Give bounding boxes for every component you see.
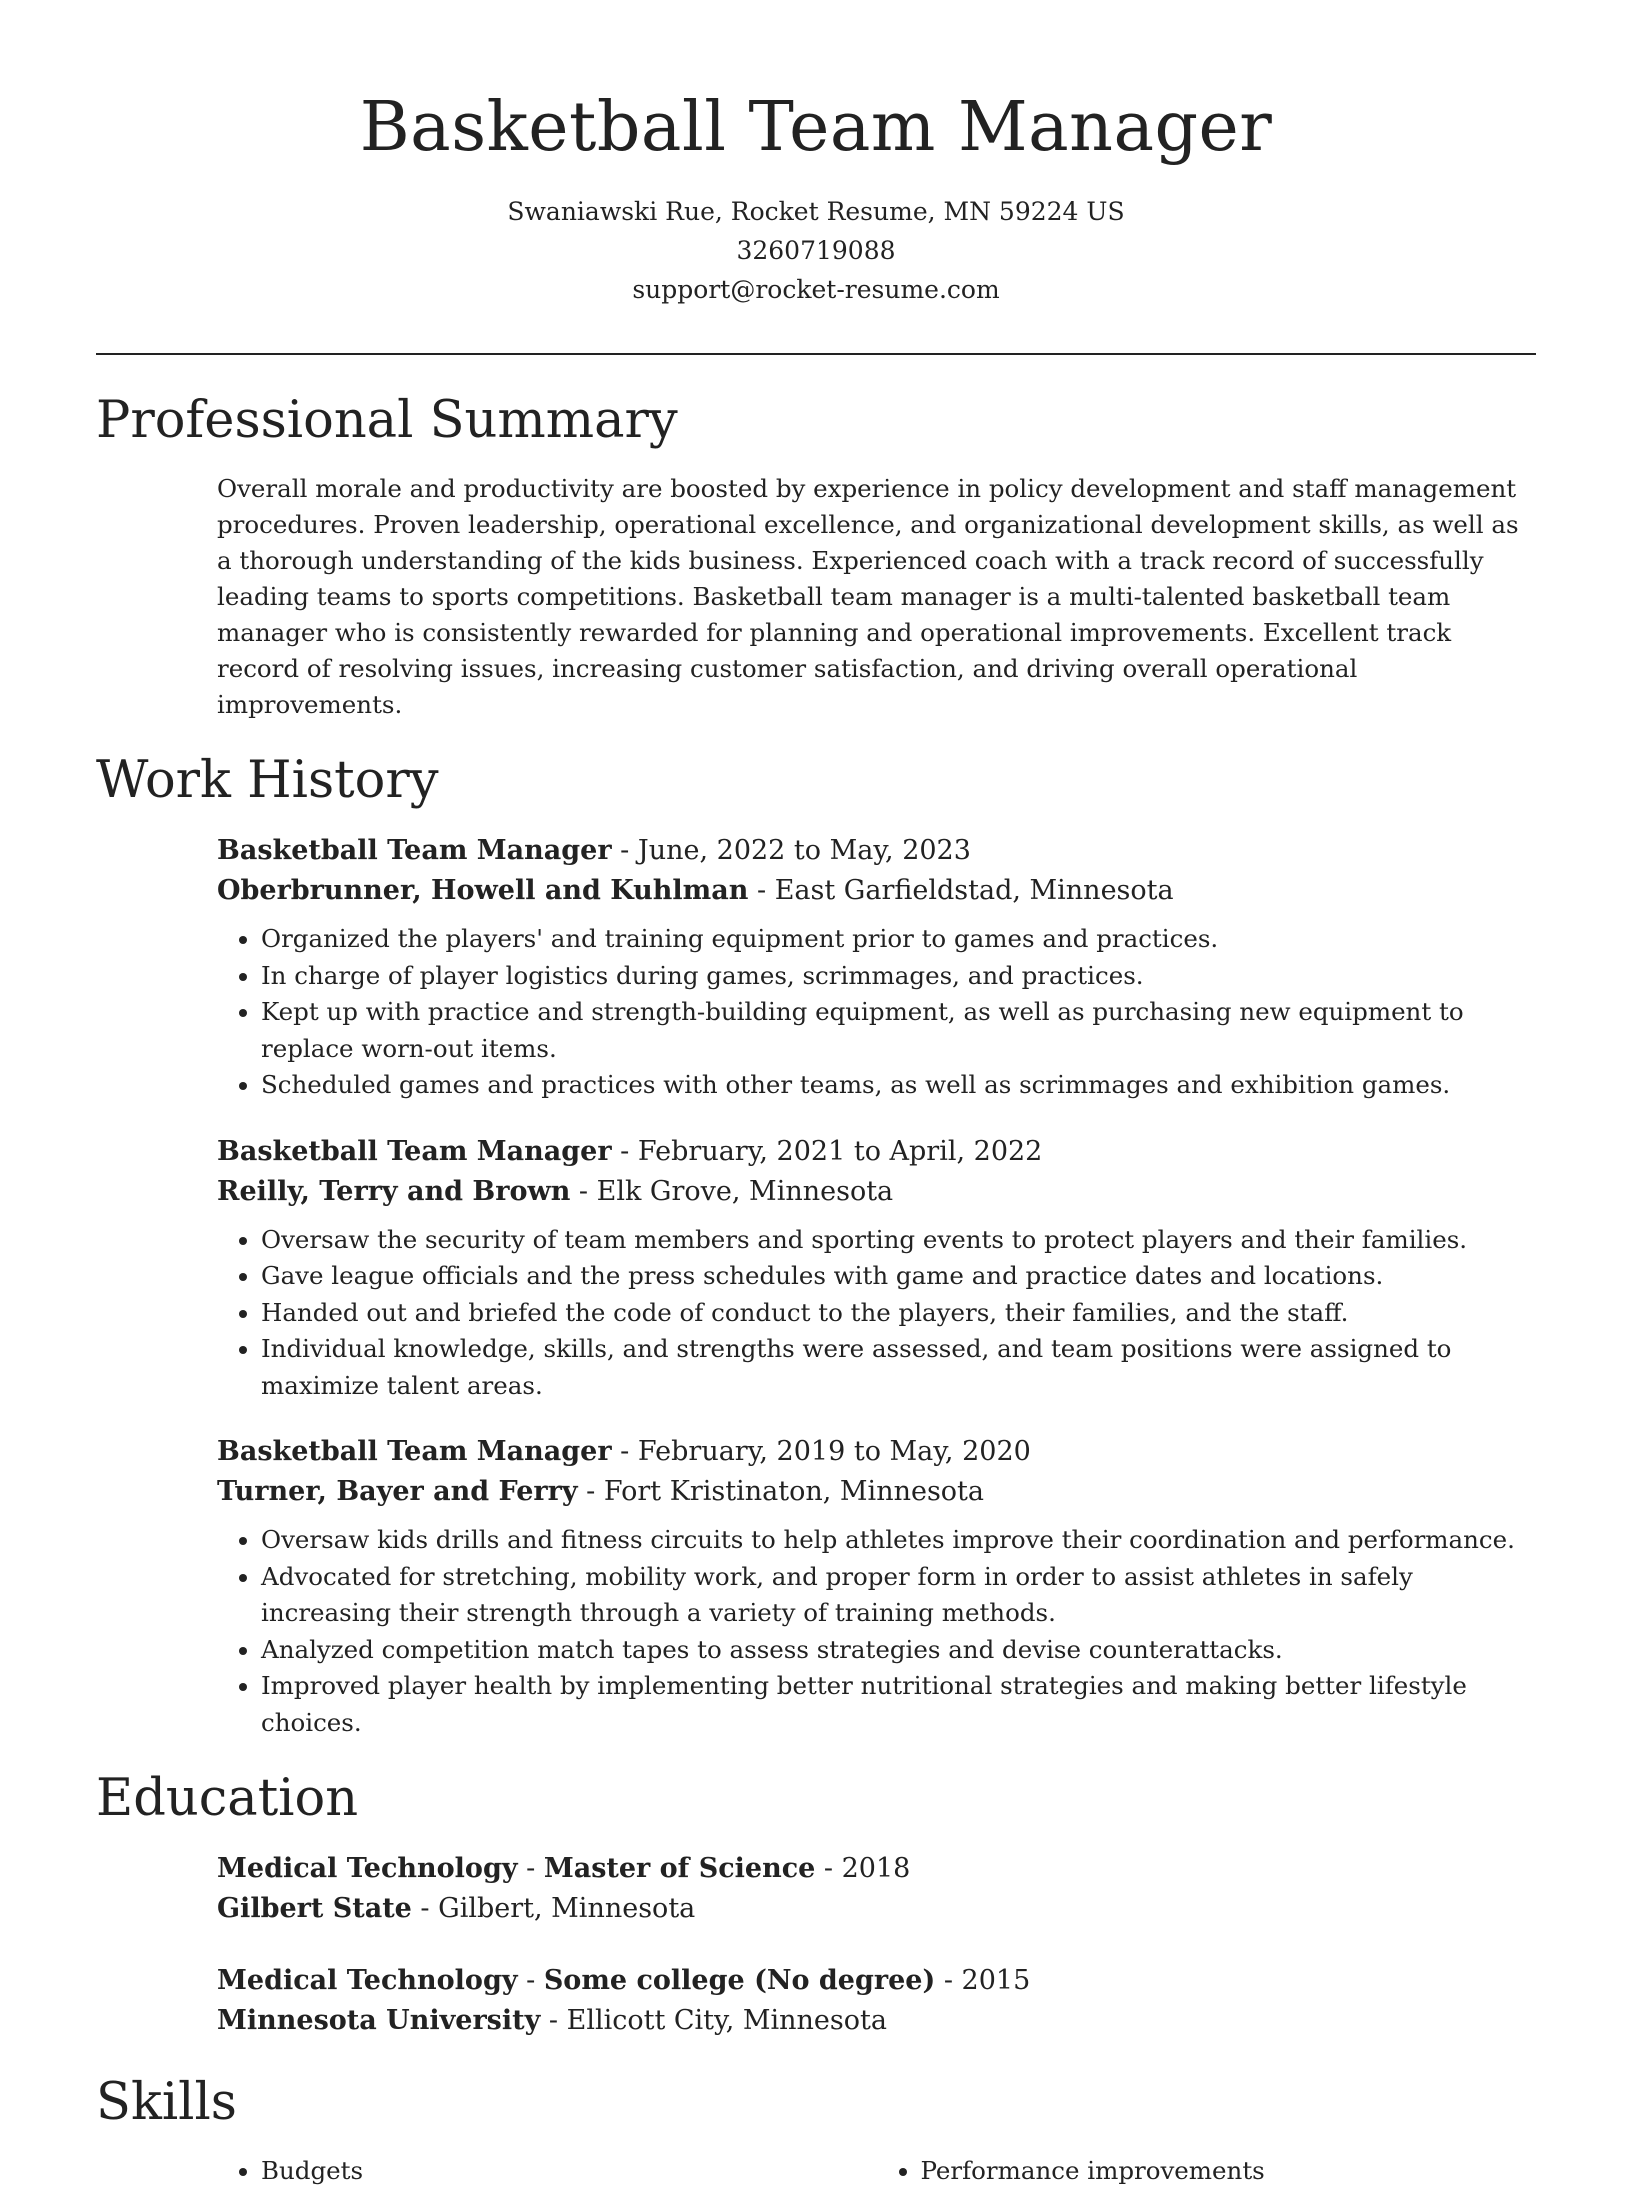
contact-email: support@rocket-resume.com bbox=[632, 275, 1000, 304]
dash-separator: - bbox=[748, 875, 775, 906]
job-entry bbox=[217, 1432, 1536, 1741]
education-degree: Master of Science bbox=[543, 1853, 816, 1884]
dash-separator: - bbox=[935, 1965, 962, 1996]
job-company: Oberbrunner, Howell and Kuhlman bbox=[217, 875, 749, 906]
education-year: 2018 bbox=[841, 1853, 911, 1884]
skills-section-title: Skills bbox=[96, 2073, 237, 2132]
contact-address: Swaniawski Rue, Rocket Resume, MN 59224 US bbox=[507, 197, 1125, 226]
job-bullet: • Advocated for stretching, mobility work, and proper form in order to assist athletes in safely increasing their strength through a variety of training methods. bbox=[261, 1559, 1536, 1632]
job-bullet: • Scheduled games and practices with other teams, as well as scrimmages and exhibition games. bbox=[261, 1067, 1536, 1104]
education-degree: Some college (No degree) bbox=[543, 1965, 936, 1996]
job-title-line bbox=[217, 1432, 1536, 1472]
resume-header bbox=[96, 0, 1536, 309]
contact-phone: 3260719088 bbox=[736, 236, 896, 265]
job-start-end: February, 2021 to April, 2022 bbox=[637, 1135, 1043, 1167]
education-field: Medical Technology bbox=[217, 1965, 518, 1996]
job-bullet: • Oversaw the security of team members and sporting events to protect players and their families. bbox=[261, 1222, 1536, 1259]
dash-separator: - bbox=[611, 835, 638, 866]
job-company-line bbox=[217, 1172, 1536, 1212]
job-bullet: • Analyzed competition match tapes to assess strategies and devise counterattacks. bbox=[261, 1632, 1536, 1669]
job-company: Reilly, Terry and Brown bbox=[217, 1175, 571, 1207]
education-body bbox=[96, 1849, 1536, 2041]
job-start-end: February, 2019 to May, 2020 bbox=[637, 1436, 1031, 1467]
education-location: Gilbert, Minnesota bbox=[438, 1893, 696, 1924]
job-title-line bbox=[217, 1132, 1536, 1172]
work-history-section-title: Work History bbox=[96, 751, 439, 810]
education-field: Medical Technology bbox=[217, 1853, 518, 1884]
job-role: Basketball Team Manager bbox=[217, 1436, 612, 1467]
education-entry bbox=[217, 1961, 1536, 2041]
skills-column-right bbox=[877, 2153, 1537, 2189]
skill-item: • Performance improvements bbox=[921, 2153, 1537, 2189]
dash-separator: - bbox=[540, 2005, 567, 2036]
dash-separator: - bbox=[815, 1853, 842, 1884]
job-bullets bbox=[217, 1522, 1536, 1741]
job-bullets bbox=[217, 1222, 1536, 1405]
skills-column-left bbox=[217, 2153, 877, 2189]
job-bullet: • Kept up with practice and strength-building equipment, as well as purchasing new equipment to replace worn-out items. bbox=[261, 994, 1536, 1067]
job-start-end: June, 2022 to May, 2023 bbox=[637, 835, 971, 866]
dash-separator: - bbox=[570, 1175, 597, 1207]
education-location: Ellicott City, Minnesota bbox=[566, 2005, 887, 2036]
job-bullets bbox=[217, 921, 1536, 1104]
job-bullet: • Handed out and briefed the code of conduct to the players, their families, and the staff. bbox=[261, 1295, 1536, 1332]
job-bullet: • Individual knowledge, skills, and strengths were assessed, and team positions were assigned to maximize talent areas. bbox=[261, 1331, 1536, 1404]
job-entry bbox=[217, 831, 1536, 1104]
summary-section-title: Professional Summary bbox=[96, 391, 678, 450]
education-school-line bbox=[217, 2001, 1536, 2041]
dash-separator: - bbox=[517, 1853, 544, 1884]
dash-separator: - bbox=[577, 1476, 604, 1507]
education-school: Gilbert State bbox=[217, 1893, 412, 1924]
job-bullet: • Improved player health by implementing better nutritional strategies and making better lifestyle choices. bbox=[261, 1668, 1536, 1741]
dash-separator: - bbox=[411, 1893, 439, 1924]
summary-text: Overall morale and productivity are boosted by experience in policy development and staff management procedures. Proven leadership, operational excellence, and organizational development skills, as well as a thorough understanding of the kids business. Experienced coach with a track record of successfully leading teams to sports competitions. Basketball team manager is a multi-talented basketball team manager who is consistently rewarded for planning and operational improvements. Excellent track record of resolving issues, increasing customer satisfaction, and driving overall operational improvements. bbox=[217, 474, 1519, 719]
dash-separator: - bbox=[611, 1436, 638, 1467]
dash-separator: - bbox=[517, 1965, 544, 1996]
job-company-line bbox=[217, 871, 1536, 911]
job-bullet: • In charge of player logistics during games, scrimmages, and practices. bbox=[261, 958, 1536, 995]
candidate-name: Basketball Team Manager bbox=[359, 88, 1273, 167]
job-bullet: • Organized the players' and training equipment prior to games and practices. bbox=[261, 921, 1536, 958]
job-entry bbox=[217, 1132, 1536, 1405]
education-year: 2015 bbox=[961, 1965, 1031, 1996]
header-divider bbox=[96, 353, 1536, 355]
skill-item: • Budgets bbox=[261, 2153, 877, 2189]
job-company: Turner, Bayer and Ferry bbox=[217, 1476, 578, 1507]
job-bullet: • Oversaw kids drills and fitness circuits to help athletes improve their coordination and performance. bbox=[261, 1522, 1536, 1559]
job-role: Basketball Team Manager bbox=[217, 1135, 612, 1167]
job-bullet: • Gave league officials and the press schedules with game and practice dates and locations. bbox=[261, 1258, 1536, 1295]
job-company-line bbox=[217, 1472, 1536, 1512]
job-location: Elk Grove, Minnesota bbox=[596, 1175, 894, 1207]
job-title-line bbox=[217, 831, 1536, 871]
job-location: East Garfieldstad, Minnesota bbox=[774, 875, 1174, 906]
job-location: Fort Kristinaton, Minnesota bbox=[603, 1476, 985, 1507]
education-degree-line bbox=[217, 1849, 1536, 1889]
education-school: Minnesota University bbox=[217, 2005, 541, 2036]
education-school-line bbox=[217, 1889, 1536, 1929]
skills-list bbox=[96, 2153, 1536, 2189]
job-role: Basketball Team Manager bbox=[217, 835, 612, 866]
dash-separator: - bbox=[611, 1135, 638, 1167]
education-section-title: Education bbox=[96, 1769, 359, 1828]
work-history-body bbox=[96, 831, 1536, 1741]
education-degree-line bbox=[217, 1961, 1536, 2001]
education-entry bbox=[217, 1849, 1536, 1929]
summary-body bbox=[96, 471, 1536, 723]
